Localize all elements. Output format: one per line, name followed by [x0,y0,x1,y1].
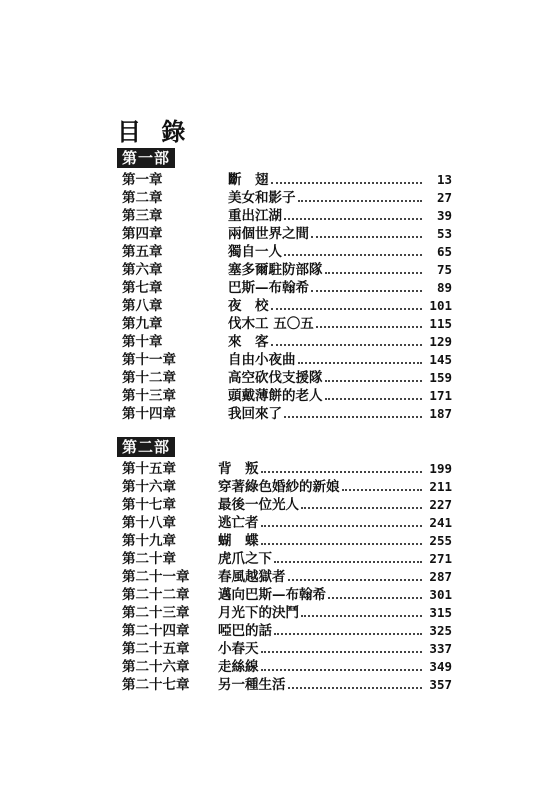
page-number: 315 [429,605,452,620]
chapter-number: 第二十七章 [122,677,190,693]
page-number: 337 [429,641,452,656]
page-number: 171 [429,388,452,403]
chapter-title: 高空砍伐支援隊 [228,370,323,386]
chapter-title: 背 叛 [218,461,259,477]
chapter-title: 另一種生活 [218,677,286,693]
chapter-number: 第十章 [122,334,163,350]
page-number: 75 [436,262,452,277]
chapter-number: 第十七章 [122,497,176,513]
chapter-number: 第六章 [122,262,163,278]
page-number: 187 [429,406,452,421]
toc-entry [122,604,452,622]
chapter-number: 第十八章 [122,515,176,531]
toc-entry [122,387,452,405]
dot-leader [274,561,422,563]
toc-entry [122,514,452,532]
toc-entry [122,279,452,297]
page-number: 145 [429,352,452,367]
dot-leader [301,615,422,617]
dot-leader [274,633,422,635]
dot-leader [325,272,423,274]
toc-entry [122,369,452,387]
dot-leader [288,687,423,689]
toc-entry [122,532,452,550]
chapter-title: 美女和影子 [228,190,296,206]
chapter-title: 小春天 [218,641,259,657]
dot-leader [261,525,423,527]
chapter-title: 頭戴薄餅的老人 [228,388,323,404]
chapter-title: 巴斯—布翰希 [228,280,309,296]
page-number: 211 [429,479,452,494]
chapter-title: 逃亡者 [218,515,259,531]
chapter-number: 第九章 [122,316,163,332]
page-number: 325 [429,623,452,638]
chapter-title: 最後一位光人 [218,497,299,513]
chapter-number: 第二十二章 [122,587,190,603]
chapter-number: 第十三章 [122,388,176,404]
toc-entry [122,225,452,243]
chapter-number: 第十一章 [122,352,176,368]
chapter-number: 第五章 [122,244,163,260]
chapter-title: 邁向巴斯—布翰希 [218,587,326,603]
dot-leader [261,471,423,473]
chapter-number: 第二十四章 [122,623,190,639]
page-number: 241 [429,515,452,530]
chapter-number: 第二十章 [122,551,176,567]
page-number: 271 [429,551,452,566]
toc-entry [122,351,452,369]
chapter-title: 虎爪之下 [218,551,272,567]
chapter-title: 伐木工 五〇五 [228,316,314,332]
chapter-number: 第二十一章 [122,569,190,585]
page-number: 301 [429,587,452,602]
chapter-number: 第十九章 [122,533,176,549]
toc-entry [122,261,452,279]
chapter-number: 第二章 [122,190,163,206]
page-number: 199 [429,461,452,476]
chapter-number: 第二十六章 [122,659,190,675]
page-number: 287 [429,569,452,584]
toc-entry [122,297,452,315]
toc-entry [122,640,452,658]
toc-entry [122,550,452,568]
chapter-title: 兩個世界之間 [228,226,309,242]
toc-entry [122,207,452,225]
toc-list-part-1 [122,171,452,423]
toc-entry [122,622,452,640]
dot-leader [271,344,423,346]
dot-leader [284,416,422,418]
chapter-title: 自由小夜曲 [228,352,296,368]
dot-leader [261,651,423,653]
page-number: 39 [436,208,452,223]
chapter-title: 我回來了 [228,406,282,422]
dot-leader [311,236,422,238]
part-label-1: 第一部 [117,148,175,168]
page-number: 255 [429,533,452,548]
dot-leader [301,507,422,509]
chapter-title: 月光下的決鬥 [218,605,299,621]
page-number: 101 [429,298,452,313]
chapter-title: 春風越獄者 [218,569,286,585]
page-number: 65 [436,244,452,259]
chapter-number: 第二十三章 [122,605,190,621]
dot-leader [311,290,422,292]
chapter-title: 獨自一人 [228,244,282,260]
toc-entry [122,676,452,694]
toc-entry [122,478,452,496]
page-number: 115 [429,316,452,331]
dot-leader [316,326,422,328]
page-number: 27 [436,190,452,205]
toc-entry [122,405,452,423]
dot-leader [298,362,423,364]
page-number: 349 [429,659,452,674]
dot-leader [288,579,423,581]
chapter-title: 來 客 [228,334,269,350]
page-number: 53 [436,226,452,241]
page-title: 目 錄 [117,118,192,146]
dot-leader [325,398,423,400]
toc-entry [122,171,452,189]
toc-entry [122,460,452,478]
toc-entry [122,333,452,351]
chapter-number: 第十六章 [122,479,176,495]
chapter-title: 重出江湖 [228,208,282,224]
page-number: 89 [436,280,452,295]
dot-leader [261,669,423,671]
chapter-number: 第一章 [122,172,163,188]
part-label-2: 第二部 [117,437,175,457]
toc-entry [122,189,452,207]
page-number: 227 [429,497,452,512]
chapter-number: 第四章 [122,226,163,242]
page-number: 159 [429,370,452,385]
chapter-title: 蝴 蝶 [218,533,259,549]
page-number: 129 [429,334,452,349]
chapter-number: 第十四章 [122,406,176,422]
dot-leader [328,597,422,599]
dot-leader [284,218,422,220]
toc-entry [122,568,452,586]
toc-entry [122,496,452,514]
toc-entry [122,658,452,676]
chapter-number: 第八章 [122,298,163,314]
chapter-title: 走絲線 [218,659,259,675]
chapter-number: 第二十五章 [122,641,190,657]
toc-entry [122,315,452,333]
chapter-number: 第十五章 [122,461,176,477]
chapter-title: 啞巴的話 [218,623,272,639]
chapter-number: 第三章 [122,208,163,224]
chapter-title: 斷 翅 [228,172,269,188]
dot-leader [298,200,423,202]
toc-list-part-2 [122,460,452,694]
dot-leader [284,254,422,256]
page-number: 13 [436,172,452,187]
chapter-number: 第十二章 [122,370,176,386]
dot-leader [271,182,423,184]
chapter-number: 第七章 [122,280,163,296]
chapter-title: 塞多爾駐防部隊 [228,262,323,278]
dot-leader [325,380,423,382]
toc-entry [122,243,452,261]
toc-entry [122,586,452,604]
dot-leader [261,543,423,545]
chapter-title: 夜 校 [228,298,269,314]
page-number: 357 [429,677,452,692]
dot-leader [342,489,423,491]
chapter-title: 穿著綠色婚紗的新娘 [218,479,340,495]
dot-leader [271,308,423,310]
